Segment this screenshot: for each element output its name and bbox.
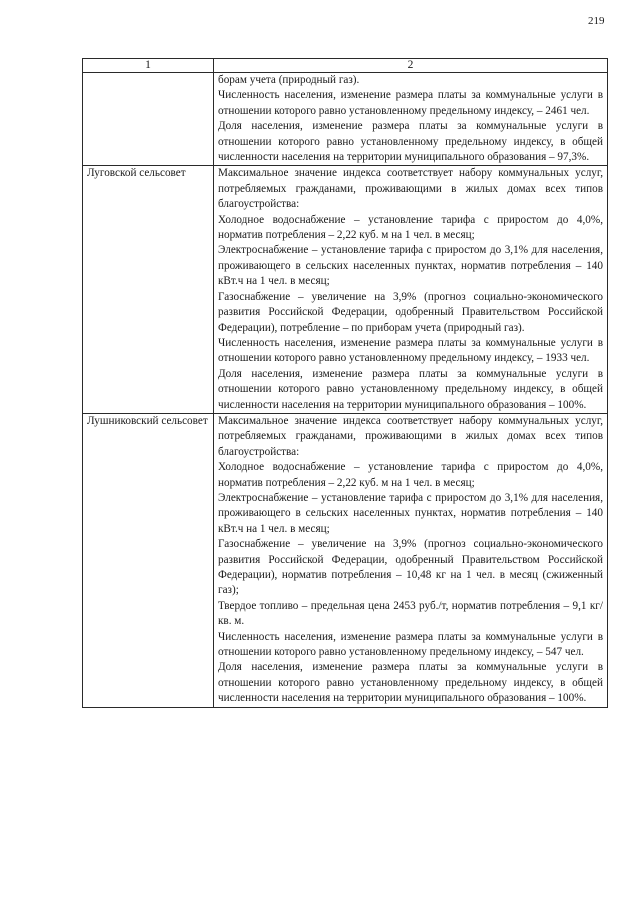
paragraph: Холодное водоснабжение – установление тарифа с приростом до 4,0%, норматив потребления – 2,22 куб. м на 1 чел. в месяц; xyxy=(218,213,603,242)
paragraph: Газоснабжение – увеличение на 3,9% (прогноз социально-экономического развития Российской Федерации, одобренный Правительством Российской Федерации), норматив потребления – 10,48 кг на 1 чел. в месяц (сжиженный газ); xyxy=(218,538,603,597)
paragraph: Численность населения, изменение размера платы за коммунальные услуги в отношении которого равно установленному предельному индексу, – 1933 чел. xyxy=(218,336,603,365)
header-row xyxy=(83,59,608,73)
column-header-2: 2 xyxy=(214,59,608,73)
content-cell xyxy=(214,166,608,414)
table-row xyxy=(83,413,608,707)
paragraph: Максимальное значение индекса соответствует набору коммунальных услуг, потребляемых гражданами, проживающими в жилых домах всех типов благоустройства: xyxy=(218,167,603,211)
table-row xyxy=(83,166,608,414)
content-cell xyxy=(214,73,608,166)
page-number: 219 xyxy=(588,15,605,27)
paragraph: борам учета (природный газ). xyxy=(218,74,360,86)
paragraph: Электроснабжение – установление тарифа с приростом до 3,1% для населения, проживающего в сельских населенных пунктах, норматив потребления – 140 кВт.ч на 1 чел. в месяц; xyxy=(218,244,603,288)
paragraph: Доля населения, изменение размера платы за коммунальные услуги в отношении которого равно установленному предельному индексу, в общей численности населения на территории муниципального образования – 97,3%. xyxy=(218,120,603,164)
region-cell xyxy=(83,73,214,166)
paragraph: Газоснабжение – увеличение на 3,9% (прогноз социально-экономического развития Российской Федерации, одобренный Правительством Российской Федерации), потребление – по приборам учета (природный газ). xyxy=(218,290,603,334)
paragraph: Численность населения, изменение размера платы за коммунальные услуги в отношении которого равно установленному предельному индексу, – 2461 чел. xyxy=(218,89,603,117)
content-cell xyxy=(214,413,608,707)
paragraph: Электроснабжение – установление тарифа с приростом до 3,1% для населения, проживающего в сельских населенных пунктах, норматив потребления – 140 кВт.ч на 1 чел. в месяц; xyxy=(218,491,603,535)
data-table xyxy=(82,58,608,708)
region-cell: Лушниковский сельсовет xyxy=(83,413,214,707)
paragraph: Доля населения, изменение размера платы за коммунальные услуги в отношении которого равно установленному предельному индексу, в общей численности населения на территории муниципального образования – 100%. xyxy=(218,367,603,411)
paragraph: Численность населения, изменение размера платы за коммунальные услуги в отношении которого равно установленному предельному индексу, – 547 чел. xyxy=(218,630,603,659)
paragraph: Максимальное значение индекса соответствует набору коммунальных услуг, потребляемых гражданами, проживающими в жилых домах всех типов благоустройства: xyxy=(218,414,603,458)
region-cell: Луговской сельсовет xyxy=(83,166,214,414)
column-header-1: 1 xyxy=(83,59,214,73)
paragraph: Твердое топливо – предельная цена 2453 руб./т, норматив потребления – 9,1 кг/кв. м. xyxy=(218,599,603,628)
paragraph: Доля населения, изменение размера платы за коммунальные услуги в отношении которого равно установленному предельному индексу, в общей численности населения на территории муниципального образования – 100%. xyxy=(218,661,603,705)
paragraph: Холодное водоснабжение – установление тарифа с приростом до 4,0%, норматив потребления – 2,22 куб. м на 1 чел. в месяц; xyxy=(218,461,603,489)
table-row xyxy=(83,73,608,166)
